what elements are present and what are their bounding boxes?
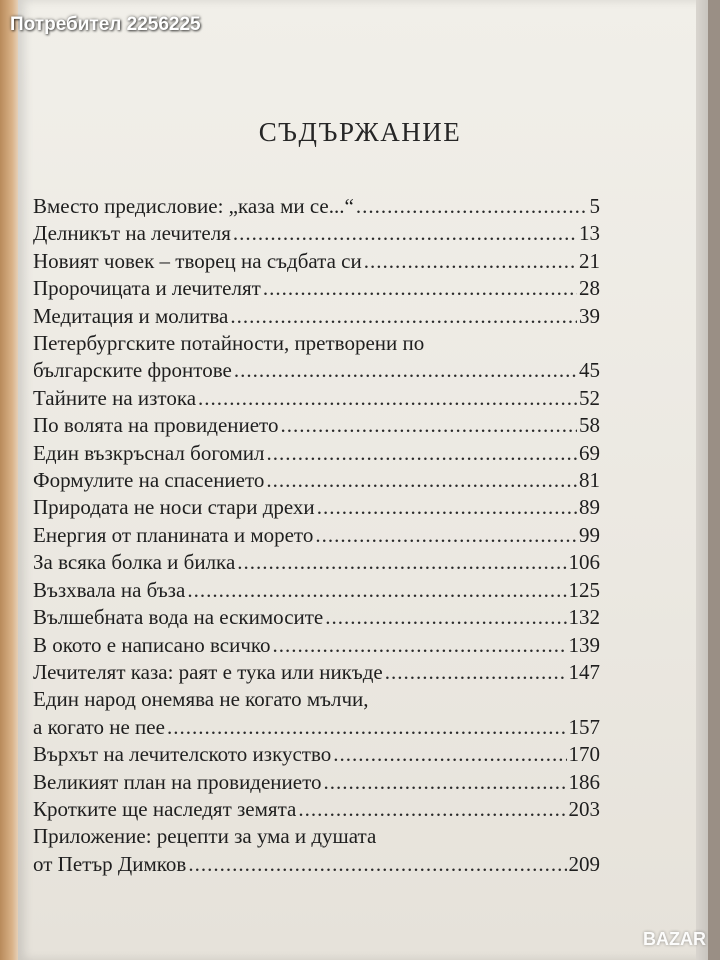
- toc-entry-row: [33, 494, 600, 521]
- dot-leader: [234, 357, 577, 384]
- toc-page-number: 89: [579, 495, 600, 520]
- toc-entry-row: [33, 385, 600, 412]
- dot-leader: [237, 549, 566, 576]
- toc-entry-row: [33, 522, 600, 549]
- toc-entry-row: [33, 851, 600, 878]
- toc-page-number: 125: [568, 577, 600, 602]
- toc-entry: [33, 549, 600, 576]
- toc-entry-title: Върхът на лечителското изкуство: [33, 742, 332, 767]
- toc-entry: [33, 632, 600, 659]
- toc-entry-title: Пророчицата и лечителят: [33, 276, 261, 301]
- toc-entry-row: [33, 248, 600, 275]
- toc-entry-row: [33, 604, 600, 631]
- toc-entry-title: Медитация и молитва: [33, 303, 229, 328]
- toc-entry: [33, 522, 600, 549]
- toc-entry: [33, 193, 600, 220]
- dot-leader: [198, 385, 577, 412]
- toc-entry: [33, 659, 600, 686]
- toc-entry: [33, 385, 600, 412]
- table-of-contents: [33, 193, 600, 878]
- toc-page-number: 39: [579, 303, 600, 328]
- dot-leader: [324, 769, 567, 796]
- toc-page-number: 69: [579, 440, 600, 465]
- toc-entry-row: [33, 440, 600, 467]
- toc-entry: [33, 796, 600, 823]
- toc-page-number: 45: [579, 358, 600, 383]
- toc-entry-title: В окото е написано всичко: [33, 632, 271, 657]
- toc-page-number: 52: [579, 385, 600, 410]
- toc-entry-row: [33, 193, 600, 220]
- toc-entry-title: По волята на провидението: [33, 413, 279, 438]
- dot-leader: [266, 467, 577, 494]
- toc-entry-row: [33, 741, 600, 768]
- toc-entry: [33, 220, 600, 247]
- dot-leader: [187, 577, 566, 604]
- toc-page-number: 157: [568, 714, 600, 739]
- dot-leader: [280, 412, 577, 439]
- dot-leader: [273, 632, 567, 659]
- toc-entry: [33, 741, 600, 768]
- dot-leader: [298, 796, 566, 823]
- toc-page-number: 81: [579, 468, 600, 493]
- toc-entry: [33, 494, 600, 521]
- toc-entry: [33, 303, 600, 330]
- toc-entry-row: [33, 714, 600, 741]
- bazar-logo: BAZAR: [643, 929, 706, 949]
- toc-entry-title: Новият човек – творец на съдбата си: [33, 248, 362, 273]
- dot-leader: [325, 604, 566, 631]
- toc-page-number: 132: [568, 605, 600, 630]
- toc-page-number: 5: [589, 194, 600, 218]
- toc-entry-row: [33, 659, 600, 686]
- toc-entry-row: [33, 467, 600, 494]
- toc-entry-row: [33, 769, 600, 796]
- user-watermark: Потребител 2256225: [10, 14, 201, 35]
- toc-entry-title: Природата не носи стари дрехи: [33, 495, 315, 520]
- toc-entry-row: [33, 220, 600, 247]
- toc-page-number: 170: [568, 742, 600, 767]
- toc-page-number: 106: [568, 550, 600, 575]
- toc-entry-row: [33, 549, 600, 576]
- toc-entry-row: [33, 577, 600, 604]
- toc-entry: [33, 769, 600, 796]
- toc-entry-row: [33, 303, 600, 330]
- toc-entry-title: Енергия от планината и морето: [33, 522, 314, 547]
- toc-page-number: 147: [568, 659, 600, 684]
- toc-entry: [33, 440, 600, 467]
- toc-entry-row: [33, 275, 600, 302]
- toc-page-number: 28: [579, 276, 600, 301]
- toc-entry: [33, 467, 600, 494]
- toc-entry: [33, 275, 600, 302]
- dot-leader: [233, 220, 577, 247]
- toc-entry-title: българските фронтове: [33, 358, 232, 383]
- toc-entry-title: Кротките ще наследят земята: [33, 796, 297, 821]
- toc-entry-row: [33, 357, 600, 384]
- toc-entry: [33, 248, 600, 275]
- toc-entry-title: Един възкръснал богомил: [33, 440, 265, 465]
- toc-entry-row: [33, 632, 600, 659]
- dot-leader: [333, 741, 566, 768]
- toc-entry-title: Делникът на лечителя: [33, 221, 231, 246]
- toc-entry-title: Възхвала на бъза: [33, 577, 186, 602]
- toc-page-number: 186: [568, 769, 600, 794]
- toc-entry-title: Вълшебната вода на ескимосите: [33, 605, 324, 630]
- toc-entry-row: [33, 796, 600, 823]
- dot-leader: [385, 659, 567, 686]
- toc-entry-title: За всяка болка и билка: [33, 550, 236, 575]
- toc-entry-title: Лечителят каза: раят е тука или никъде: [33, 659, 383, 684]
- toc-page-number: 58: [579, 413, 600, 438]
- toc-page-number: 21: [579, 248, 600, 273]
- dot-leader: [317, 494, 577, 521]
- toc-entry-title: Тайните на изтока: [33, 385, 197, 410]
- dot-leader: [267, 440, 577, 467]
- toc-page-number: 203: [568, 796, 600, 821]
- toc-entry: [33, 577, 600, 604]
- toc-entry-title: Вместо предисловие: „каза ми се...“: [33, 194, 354, 218]
- toc-page-number: 99: [579, 522, 600, 547]
- toc-entry-title: от Петър Димков: [33, 851, 187, 876]
- toc-entry: [33, 686, 600, 741]
- toc-entry-title-line: Един народ онемява не когато мълчи,: [33, 687, 369, 712]
- dot-leader: [315, 522, 577, 549]
- toc-entry: [33, 823, 600, 878]
- dot-leader: [188, 851, 566, 878]
- page-title: СЪДЪРЖАНИЕ: [258, 117, 462, 147]
- toc-page-number: 139: [568, 632, 600, 657]
- toc-entry-title: Формулите на спасението: [33, 468, 265, 493]
- dot-leader: [356, 193, 588, 220]
- toc-entry-title-line: Приложение: рецепти за ума и душата: [33, 824, 377, 849]
- toc-entry-title-line: Петербургските потайности, претворени по: [33, 331, 425, 356]
- toc-page-number: 13: [579, 221, 600, 246]
- toc-entry: [33, 604, 600, 631]
- toc-entry-row: [33, 412, 600, 439]
- dot-leader: [167, 714, 567, 741]
- dot-leader: [263, 275, 577, 302]
- toc-entry-title: Великият план на провидението: [33, 769, 322, 794]
- toc-entry: [33, 412, 600, 439]
- toc-entry: [33, 330, 600, 385]
- toc-page-number: 209: [568, 851, 600, 876]
- dot-leader: [364, 248, 577, 275]
- toc-entry-title: а когато не пее: [33, 714, 165, 739]
- dot-leader: [230, 303, 577, 330]
